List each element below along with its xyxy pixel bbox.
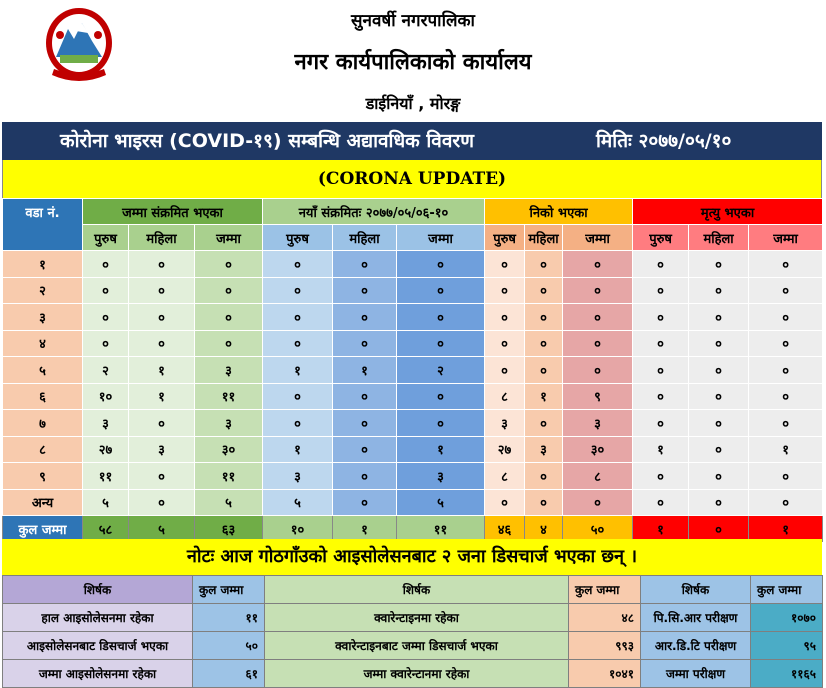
table-cell: ०	[333, 489, 397, 516]
table-cell: ५	[195, 489, 263, 516]
table-cell: ०	[689, 277, 749, 304]
summary-label: जम्मा क्वारेन्टानमा रहेका	[265, 660, 569, 688]
table-cell: ०	[333, 383, 397, 410]
note-banner: नोटः आज गोठगाँउको आइसोलेसनबाट २ जना डिसचार्ज भएका छन् ।	[2, 539, 822, 575]
table-cell: ०	[689, 410, 749, 437]
ward-number: ७	[3, 410, 83, 437]
table-cell: २७	[83, 436, 129, 463]
table-cell: ०	[129, 463, 195, 490]
summary-value: ५०	[193, 632, 265, 660]
table-cell: ०	[633, 304, 689, 331]
table-cell: ०	[129, 410, 195, 437]
table-cell: ०	[263, 277, 333, 304]
table-cell: ०	[633, 277, 689, 304]
table-cell: ११	[195, 463, 263, 490]
summary-value: ४८	[569, 604, 641, 632]
table-cell: ०	[83, 251, 129, 278]
summary-header-cell: शिर्षक	[641, 576, 751, 604]
ward-header: वडा नं.	[3, 199, 83, 251]
table-cell: ०	[633, 410, 689, 437]
table-row	[3, 330, 823, 357]
table-cell: ०	[263, 410, 333, 437]
table-cell: ०	[195, 304, 263, 331]
table-cell: ३	[83, 410, 129, 437]
table-cell: ०	[263, 304, 333, 331]
table-cell: ५	[397, 489, 485, 516]
summary-value: ६१	[193, 660, 265, 688]
total-cell: १०	[263, 516, 333, 542]
table-cell: ०	[749, 277, 823, 304]
table-cell: ११	[195, 383, 263, 410]
total-cell: ५८	[83, 516, 129, 542]
table-cell: ०	[749, 383, 823, 410]
location: डाईनियाँ , मोरङ्ग	[365, 94, 461, 113]
table-cell: ०	[195, 330, 263, 357]
table-cell: ०	[129, 489, 195, 516]
summary-value: ९९३	[569, 632, 641, 660]
table-row	[3, 410, 823, 437]
table-cell: ०	[485, 330, 525, 357]
table-cell: ०	[397, 251, 485, 278]
summary-header-row	[3, 576, 823, 604]
table-cell: ०	[129, 304, 195, 331]
table-cell: ०	[525, 463, 563, 490]
table-cell: ११	[83, 463, 129, 490]
sub-header-cell: महिला	[525, 225, 563, 251]
table-row	[3, 357, 823, 384]
summary-header-cell: शिर्षक	[3, 576, 193, 604]
total-cell: १	[633, 516, 689, 542]
table-row	[3, 436, 823, 463]
total-cell: ४	[525, 516, 563, 542]
table-cell: ०	[633, 357, 689, 384]
table-row	[3, 277, 823, 304]
summary-label: पि.सि.आर परीक्षण	[641, 604, 751, 632]
table-cell: ०	[263, 330, 333, 357]
table-cell: ०	[485, 304, 525, 331]
sub-header-cell: जम्मा	[749, 225, 823, 251]
table-cell: ०	[129, 251, 195, 278]
total-cell: ५	[129, 516, 195, 542]
table-cell: ०	[397, 277, 485, 304]
table-cell: ०	[749, 410, 823, 437]
ward-statistics-table	[2, 198, 823, 542]
report-title: कोरोना भाइरस (COVID-१९) सम्बन्धि अद्यावधिक विवरण	[60, 130, 474, 152]
summary-label: आर.डि.टि परीक्षण	[641, 632, 751, 660]
total-row	[3, 516, 823, 542]
total-cell: १	[333, 516, 397, 542]
table-cell: ५	[83, 489, 129, 516]
org-name: सुनवर्षी नगरपालिका	[351, 11, 475, 31]
table-cell: १०	[83, 383, 129, 410]
summary-label: क्वारेन्टाइनमा रहेका	[265, 604, 569, 632]
total-infected-header: जम्मा संक्रमित भएका	[83, 199, 263, 225]
summary-value: ११६५	[751, 660, 823, 688]
table-cell: ०	[633, 330, 689, 357]
ward-number: अन्य	[3, 489, 83, 516]
table-cell: ३	[485, 410, 525, 437]
table-cell: ०	[749, 304, 823, 331]
table-cell: ०	[525, 330, 563, 357]
table-cell: ०	[689, 251, 749, 278]
table-cell: १	[633, 436, 689, 463]
table-cell: ३	[263, 463, 333, 490]
table-cell: ०	[749, 463, 823, 490]
table-cell: ९	[563, 383, 633, 410]
table-cell: ०	[333, 463, 397, 490]
table-cell: ०	[485, 251, 525, 278]
summary-row	[3, 660, 823, 688]
ward-number: ८	[3, 436, 83, 463]
table-cell: ३	[397, 463, 485, 490]
table-cell: ०	[563, 277, 633, 304]
new-infected-header: नयाँ संक्रमितः २०७७/०५/०६-१०	[263, 199, 485, 225]
summary-table	[2, 575, 823, 688]
ward-number: २	[3, 277, 83, 304]
summary-header-cell: शिर्षक	[265, 576, 569, 604]
summary-header-cell: कुल जम्मा	[193, 576, 265, 604]
sub-header-cell: पुरुष	[485, 225, 525, 251]
table-row	[3, 489, 823, 516]
table-cell: ०	[633, 383, 689, 410]
table-cell: १	[129, 383, 195, 410]
summary-value: ११	[193, 604, 265, 632]
table-cell: १	[525, 383, 563, 410]
summary-label: जम्मा आइसोलेसनमा रहेका	[3, 660, 193, 688]
table-cell: ०	[263, 383, 333, 410]
table-cell: ०	[525, 277, 563, 304]
table-cell: ०	[83, 277, 129, 304]
corona-update-label: (CORONA UPDATE)	[2, 160, 822, 198]
table-cell: ०	[195, 277, 263, 304]
table-row	[3, 383, 823, 410]
sub-header-cell: महिला	[129, 225, 195, 251]
total-cell: १	[749, 516, 823, 542]
table-cell: ०	[563, 357, 633, 384]
table-cell: ०	[525, 304, 563, 331]
table-cell: ०	[397, 410, 485, 437]
ward-number: ४	[3, 330, 83, 357]
table-cell: ०	[333, 304, 397, 331]
table-cell: ०	[563, 330, 633, 357]
summary-row	[3, 632, 823, 660]
table-row	[3, 304, 823, 331]
sub-header-cell: जम्मा	[195, 225, 263, 251]
total-cell: ४६	[485, 516, 525, 542]
table-cell: ३	[129, 436, 195, 463]
summary-label: क्वारेन्टाइनबाट जम्मा डिसचार्ज भएका	[265, 632, 569, 660]
table-cell: ०	[525, 410, 563, 437]
table-cell: २	[83, 357, 129, 384]
table-cell: ०	[397, 304, 485, 331]
table-cell: ०	[83, 304, 129, 331]
total-cell: ५०	[563, 516, 633, 542]
table-cell: ३०	[563, 436, 633, 463]
table-cell: १	[749, 436, 823, 463]
table-cell: ३	[563, 410, 633, 437]
table-cell: ३	[195, 410, 263, 437]
total-cell: ११	[397, 516, 485, 542]
table-cell: ०	[83, 330, 129, 357]
table-cell: ०	[563, 304, 633, 331]
table-cell: १	[397, 436, 485, 463]
table-cell: ३०	[195, 436, 263, 463]
report-date: मितिः २०७७/०५/१०	[596, 130, 732, 152]
table-cell: ०	[749, 330, 823, 357]
table-cell: ०	[689, 489, 749, 516]
table-cell: ३	[195, 357, 263, 384]
table-cell: ०	[333, 330, 397, 357]
table-cell: ०	[689, 330, 749, 357]
table-cell: ०	[333, 436, 397, 463]
summary-label: आइसोलेसनबाट डिसचार्ज भएका	[3, 632, 193, 660]
table-cell: ०	[563, 489, 633, 516]
sub-header-cell: जम्मा	[563, 225, 633, 251]
table-cell: ०	[485, 357, 525, 384]
table-cell: १	[263, 436, 333, 463]
table-cell: ०	[195, 251, 263, 278]
summary-label: जम्मा परीक्षण	[641, 660, 751, 688]
total-cell: ६३	[195, 516, 263, 542]
table-cell: ३	[525, 436, 563, 463]
summary-value: १०७०	[751, 604, 823, 632]
table-cell: ०	[563, 251, 633, 278]
table-cell: ०	[129, 277, 195, 304]
recovered-header: निको भएका	[485, 199, 633, 225]
page-header	[0, 0, 826, 122]
summary-row	[3, 604, 823, 632]
table-cell: ०	[689, 357, 749, 384]
table-cell: ०	[397, 330, 485, 357]
ward-number: १	[3, 251, 83, 278]
table-cell: २	[397, 357, 485, 384]
total-cell: ०	[689, 516, 749, 542]
summary-header-cell: कुल जम्मा	[751, 576, 823, 604]
table-cell: १	[263, 357, 333, 384]
table-cell: १	[333, 357, 397, 384]
sub-header-cell: जम्मा	[397, 225, 485, 251]
group-header-row	[3, 199, 823, 225]
table-cell: ०	[749, 251, 823, 278]
table-cell: ०	[525, 489, 563, 516]
table-cell: ०	[397, 383, 485, 410]
sub-header-cell: महिला	[333, 225, 397, 251]
summary-value: १०४१	[569, 660, 641, 688]
table-cell: ०	[263, 251, 333, 278]
ward-number: ६	[3, 383, 83, 410]
table-cell: ८	[485, 463, 525, 490]
summary-label: हाल आइसोलेसनमा रहेका	[3, 604, 193, 632]
table-cell: ०	[485, 277, 525, 304]
title-bar	[2, 122, 822, 160]
summary-value: ९५	[751, 632, 823, 660]
table-cell: ०	[689, 383, 749, 410]
table-cell: ८	[485, 383, 525, 410]
table-cell: ०	[333, 410, 397, 437]
table-cell: ०	[333, 277, 397, 304]
table-cell: ०	[749, 489, 823, 516]
table-cell: ०	[689, 463, 749, 490]
table-cell: ०	[749, 357, 823, 384]
office-name: नगर कार्यपालिकाको कार्यालय	[294, 50, 532, 75]
table-cell: ०	[689, 304, 749, 331]
sub-header-cell: महिला	[689, 225, 749, 251]
table-cell: ०	[689, 436, 749, 463]
table-row	[3, 251, 823, 278]
table-cell: ५	[263, 489, 333, 516]
table-cell: ०	[633, 251, 689, 278]
table-cell: ०	[633, 489, 689, 516]
table-cell: ०	[485, 489, 525, 516]
table-cell: ०	[525, 357, 563, 384]
table-cell: ८	[563, 463, 633, 490]
ward-number: ५	[3, 357, 83, 384]
sub-header-cell: पुरुष	[263, 225, 333, 251]
table-cell: ०	[333, 251, 397, 278]
ward-number: ९	[3, 463, 83, 490]
ward-number: ३	[3, 304, 83, 331]
sub-header-cell: पुरुष	[633, 225, 689, 251]
table-cell: १	[129, 357, 195, 384]
table-cell: ०	[633, 463, 689, 490]
table-cell: २७	[485, 436, 525, 463]
sub-header-cell: पुरुष	[83, 225, 129, 251]
table-row	[3, 463, 823, 490]
table-cell: ०	[525, 251, 563, 278]
summary-header-cell: कुल जम्मा	[569, 576, 641, 604]
table-cell: ०	[129, 330, 195, 357]
sub-header-row	[3, 225, 823, 251]
deaths-header: मृत्यु भएका	[633, 199, 823, 225]
total-label: कुल जम्मा	[3, 516, 83, 542]
